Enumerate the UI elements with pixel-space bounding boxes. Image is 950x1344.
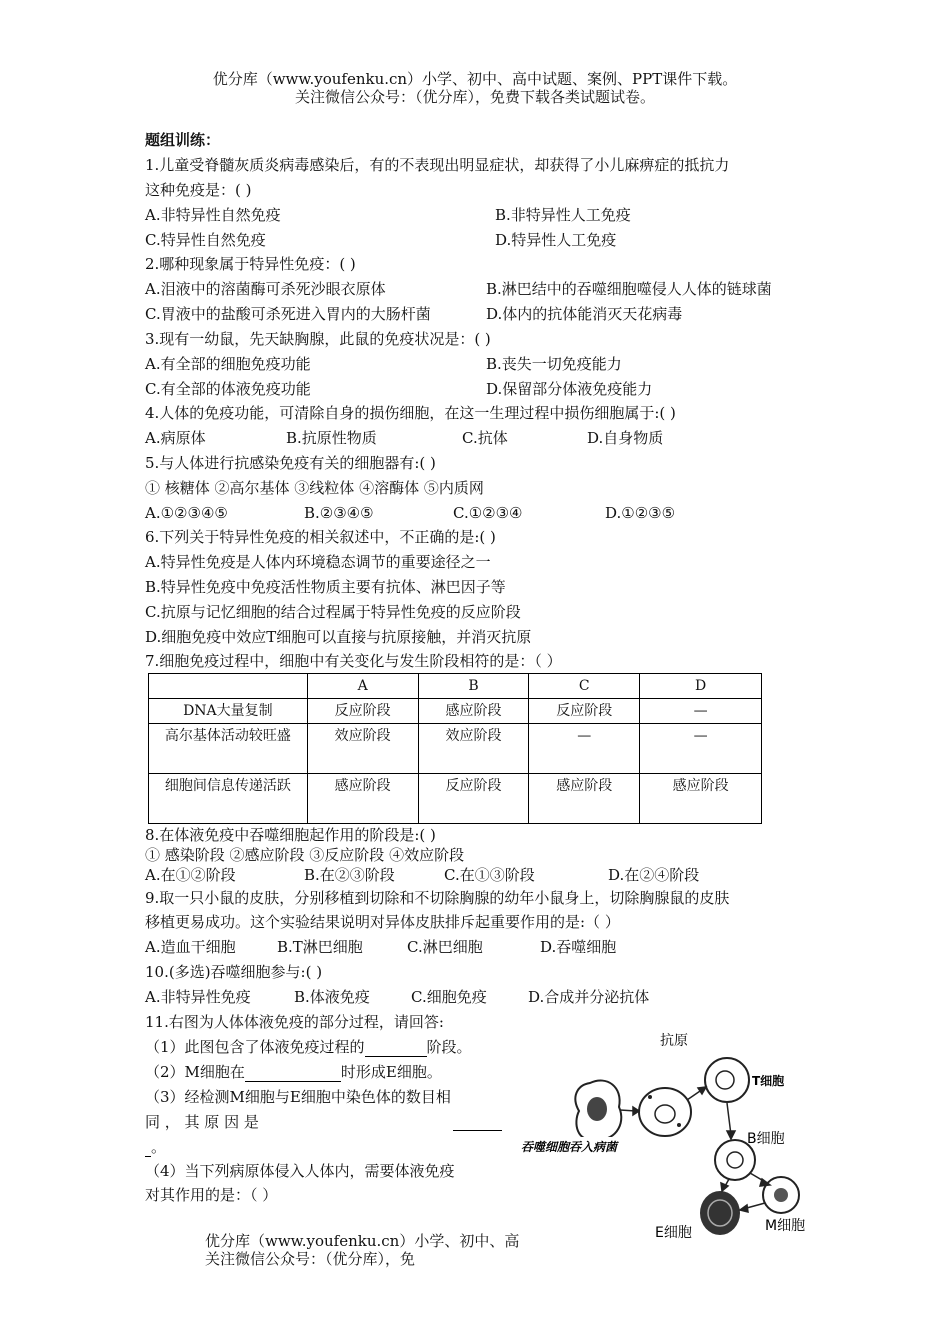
q11-part-1-suffix: 阶段。 xyxy=(426,1038,472,1056)
table-cell: 反应阶段 xyxy=(418,774,529,824)
q2-stem: 2.哪种现象属于特异性免疫：( ) xyxy=(145,255,356,273)
q4-option-b: B.抗原性物质 xyxy=(286,429,377,447)
q11-part-4-line-2: 对其作用的是：（ ） xyxy=(145,1186,278,1204)
q2-option-b: B.淋巴结中的吞噬细胞噬侵人人体的链球菌 xyxy=(486,280,772,298)
table-cell: 感应阶段 xyxy=(529,774,640,824)
q8-items: ① 感染阶段 ②感应阶段 ③反应阶段 ④效应阶段 xyxy=(145,846,465,864)
table-cell: — xyxy=(529,724,640,774)
header-line-2: 关注微信公众号：（优分库），免费下载各类试题试卷。 xyxy=(294,88,655,106)
b-cell-label: B细胞 xyxy=(747,1131,785,1147)
t-cell xyxy=(705,1058,749,1102)
humoral-immunity-diagram xyxy=(515,1025,825,1250)
q10-option-d: D.合成并分泌抗体 xyxy=(528,988,650,1006)
table-row xyxy=(149,699,762,724)
q6-stem: 6.下列关于特异性免疫的相关叙述中，不正确的是:( ) xyxy=(145,528,496,546)
q4-option-a: A.病原体 xyxy=(145,429,206,447)
q11-part-3-text: 同 ， 其 原 因 是 xyxy=(145,1113,259,1131)
q5-option-d: D.①②③⑤ xyxy=(605,504,676,522)
q10-option-a: A.非特异性免疫 xyxy=(145,988,251,1006)
m-cell xyxy=(763,1177,799,1213)
q5-stem: 5.与人体进行抗感染免疫有关的细胞器有:( ) xyxy=(145,454,436,472)
table-cell: 反应阶段 xyxy=(307,699,418,724)
q2-option-d: D.体内的抗体能消灭天花病毒 xyxy=(486,305,683,323)
m-cell-label: M细胞 xyxy=(765,1218,806,1234)
footer-line-1: 优分库（www.youfenku.cn）小学、初中、高 xyxy=(205,1232,520,1250)
table-row xyxy=(149,724,762,774)
phagocyte-cell xyxy=(575,1080,621,1139)
q3-option-c: C.有全部的体液免疫功能 xyxy=(145,380,311,398)
q5-option-c: C.①②③④ xyxy=(453,504,523,522)
q11-part-1 xyxy=(145,1037,472,1057)
e-cell xyxy=(700,1191,740,1235)
q6-option-c: C.抗原与记忆细胞的结合过程属于特异性免疫的反应阶段 xyxy=(145,603,521,621)
e-cell-label: E细胞 xyxy=(655,1225,692,1241)
q8-option-c: C.在①③阶段 xyxy=(444,866,535,884)
q7-stem: 7.细胞免疫过程中，细胞中有关变化与发生阶段相符的是：（ ） xyxy=(145,652,562,670)
q11-stem: 11.右图为人体体液免疫的部分过程，请回答: xyxy=(145,1013,444,1031)
q3-stem: 3.现有一幼鼠，先天缺胸腺，此鼠的免疫状况是：( ) xyxy=(145,330,491,348)
q9-stem-1: 9.取一只小鼠的皮肤，分别移植到切除和不切除胸腺的幼年小鼠身上，切除胸腺鼠的皮肤 xyxy=(145,889,730,907)
q11-part-3-line-2 xyxy=(145,1112,259,1132)
q3-option-d: D.保留部分体液免疫能力 xyxy=(486,380,653,398)
q9-option-b: B.T淋巴细胞 xyxy=(277,938,363,956)
table-cell: 感应阶段 xyxy=(307,774,418,824)
q1-option-b: B.非特异性人工免疫 xyxy=(495,206,631,224)
q8-option-d: D.在②④阶段 xyxy=(608,866,700,884)
header-line-1: 优分库（www.youfenku.cn）小学、初中、高中试题、案例、PPT课件下载。 xyxy=(212,70,738,88)
q4-option-d: D.自身物质 xyxy=(587,429,664,447)
q11-part-4-line-1: （4）当下列病原体侵入人体内，需要体液免疫 xyxy=(145,1162,455,1180)
q10-stem: 10.(多选)吞噬细胞参与:( ) xyxy=(145,963,323,981)
table-cell: — xyxy=(640,699,762,724)
table-cell: 效应阶段 xyxy=(307,724,418,774)
table-header: A xyxy=(307,674,418,699)
q1-stem-1: 1.儿童受脊髓灰质炎病毒感染后，有的不表现出明显症状，却获得了小儿麻痹症的抵抗力 xyxy=(145,156,730,174)
q11-blank-2[interactable] xyxy=(245,1081,341,1082)
q11-part-2 xyxy=(145,1062,442,1082)
q6-option-a: A.特异性免疫是人体内环境稳态调节的重要途径之一 xyxy=(145,553,491,571)
q6-option-d: D.细胞免疫中效应T细胞可以直接与抗原接触，并消灭抗原 xyxy=(145,628,532,646)
q3-option-b: B.丧失一切免疫能力 xyxy=(486,355,622,373)
table-cell: 细胞间信息传递活跃 xyxy=(149,774,308,824)
q8-option-b: B.在②③阶段 xyxy=(304,866,395,884)
q2-option-a: A.泪液中的溶菌酶可杀死沙眼衣原体 xyxy=(145,280,386,298)
q8-option-a: A.在①②阶段 xyxy=(145,866,236,884)
table-header: C xyxy=(529,674,640,699)
q1-stem-2: 这种免疫是：( ) xyxy=(145,181,252,199)
q9-option-a: A.造血干细胞 xyxy=(145,938,236,956)
q5-option-a: A.①②③④⑤ xyxy=(145,504,228,522)
q11-part-1-text: （1）此图包含了体液免疫过程的 xyxy=(145,1038,365,1056)
q8-stem: 8.在体液免疫中吞噬细胞起作用的阶段是:( ) xyxy=(145,826,436,844)
q11-part-3-line-1: （3）经检测M细胞与E细胞中染色体的数目相 xyxy=(145,1088,451,1106)
section-title: 题组训练： xyxy=(145,131,221,149)
q4-option-c: C.抗体 xyxy=(462,429,508,447)
q10-option-c: C.细胞免疫 xyxy=(411,988,487,1006)
footer-line-2: 关注微信公众号：（优分库），免 xyxy=(205,1250,416,1268)
q2-option-c: C.胃液中的盐酸可杀死进入胃内的大肠杆菌 xyxy=(145,305,431,323)
q5-items: ① 核糖体 ②高尔基体 ③线粒体 ④溶酶体 ⑤内质网 xyxy=(145,479,484,497)
q11-blank-1[interactable] xyxy=(365,1056,427,1057)
table-header xyxy=(149,674,308,699)
q4-stem: 4.人体的免疫功能，可清除自身的损伤细胞，在这一生理过程中损伤细胞属于:( ) xyxy=(145,404,676,422)
antigen-label: 抗原 xyxy=(660,1033,688,1049)
q10-option-b: B.体液免疫 xyxy=(294,988,370,1006)
q11-blank-3-tail[interactable] xyxy=(145,1156,151,1157)
q11-part-3-line-3 xyxy=(145,1137,166,1157)
q7-table xyxy=(148,673,762,824)
q5-option-b: B.②③④⑤ xyxy=(304,504,374,522)
table-header: B xyxy=(418,674,529,699)
q11-part-2-suffix: 时形成E细胞。 xyxy=(340,1063,442,1081)
q3-option-a: A.有全部的细胞免疫功能 xyxy=(145,355,311,373)
q11-part-2-text: （2）M细胞在 xyxy=(145,1063,245,1081)
process-arrows xyxy=(620,1087,770,1212)
table-cell: 感应阶段 xyxy=(418,699,529,724)
q1-option-a: A.非特异性自然免疫 xyxy=(145,206,281,224)
q9-option-d: D.吞噬细胞 xyxy=(540,938,617,956)
q9-option-c: C.淋巴细胞 xyxy=(407,938,483,956)
t-cell-label: T细胞 xyxy=(752,1074,785,1088)
q9-stem-2: 移植更易成功。这个实验结果说明对异体皮肤排斥起重要作用的是:（ ） xyxy=(145,913,620,931)
table-cell: 反应阶段 xyxy=(529,699,640,724)
table-row xyxy=(149,774,762,824)
table-cell: — xyxy=(640,724,762,774)
phagocyte-label: 吞噬细胞吞入病菌 xyxy=(521,1140,618,1154)
table-cell: DNA大量复制 xyxy=(149,699,308,724)
table-cell: 效应阶段 xyxy=(418,724,529,774)
q1-option-c: C.特异性自然免疫 xyxy=(145,231,266,249)
q1-option-d: D.特异性人工免疫 xyxy=(495,231,617,249)
q6-option-b: B.特异性免疫中免疫活性物质主要有抗体、淋巴因子等 xyxy=(145,578,506,596)
table-cell: 感应阶段 xyxy=(640,774,762,824)
antigen-presenting-cell xyxy=(639,1088,691,1136)
table-header: D xyxy=(640,674,762,699)
q11-blank-3[interactable] xyxy=(453,1112,502,1131)
q11-part-3-suffix: 。 xyxy=(151,1138,167,1156)
table-cell: 高尔基体活动较旺盛 xyxy=(149,724,308,774)
